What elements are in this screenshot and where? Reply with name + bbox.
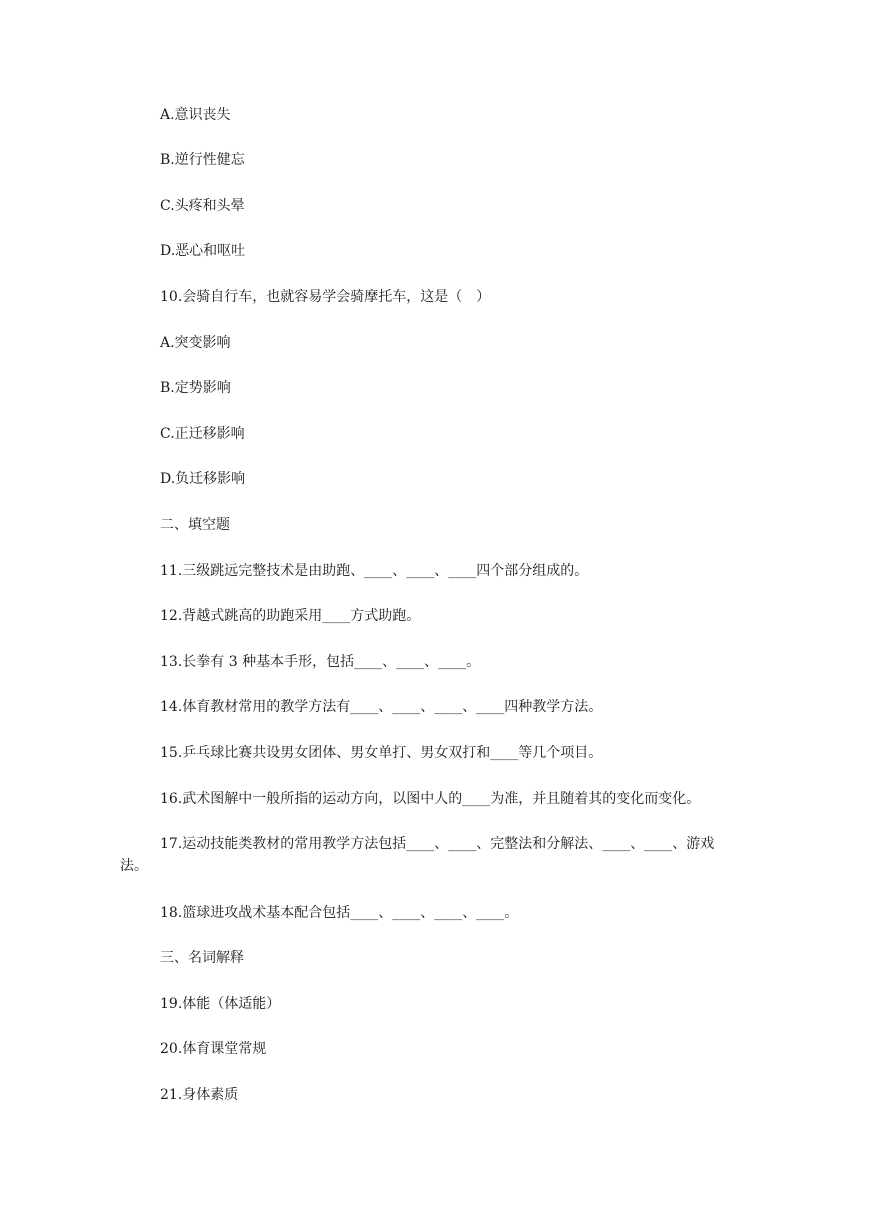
section-fill-in-heading: 二、填空题: [160, 517, 230, 533]
question-13: 13.长拳有 3 种基本手形，包括____、____、____。: [160, 654, 481, 670]
option-10c: C.正迁移影响: [160, 426, 245, 442]
question-20: 20.体育课堂常规: [160, 1041, 267, 1057]
option-10d: D.负迁移影响: [160, 471, 246, 487]
question-21: 21.身体素质: [160, 1087, 239, 1103]
option-9b: B.逆行性健忘: [160, 152, 245, 168]
section-definitions-heading: 三、名词解释: [160, 950, 244, 966]
question-10: 10.会骑自行车，也就容易学会骑摩托车，这是（ ）: [160, 289, 491, 305]
question-19: 19.体能（体适能）: [160, 996, 281, 1012]
option-9c: C.头疼和头晕: [160, 198, 245, 214]
option-10a: A.突变影响: [160, 335, 231, 351]
option-9a: A.意识丧失: [160, 107, 231, 123]
question-14: 14.体育教材常用的教学方法有____、____、____、____四种教学方法。: [160, 699, 603, 715]
option-9d: D.恶心和呕吐: [160, 243, 246, 259]
question-15: 15.乒乓球比赛共设男女团体、男女单打、男女双打和____等几个项目。: [160, 745, 603, 761]
option-10b: B.定势影响: [160, 380, 231, 396]
question-17: 17.运动技能类教材的常用教学方法包括____、____、完整法和分解法、____、____、游戏法。: [120, 836, 715, 874]
question-12: 12.背越式跳高的助跑采用____方式助跑。: [160, 608, 421, 624]
question-18: 18.篮球进攻战术基本配合包括____、____、____、____。: [160, 905, 519, 921]
question-11: 11.三级跳远完整技术是由助跑、____、____、____四个部分组成的。: [160, 563, 589, 579]
question-16: 16.武术图解中一般所指的运动方向，以图中人的____为准，并且随着其的变化而变化。: [160, 791, 701, 807]
